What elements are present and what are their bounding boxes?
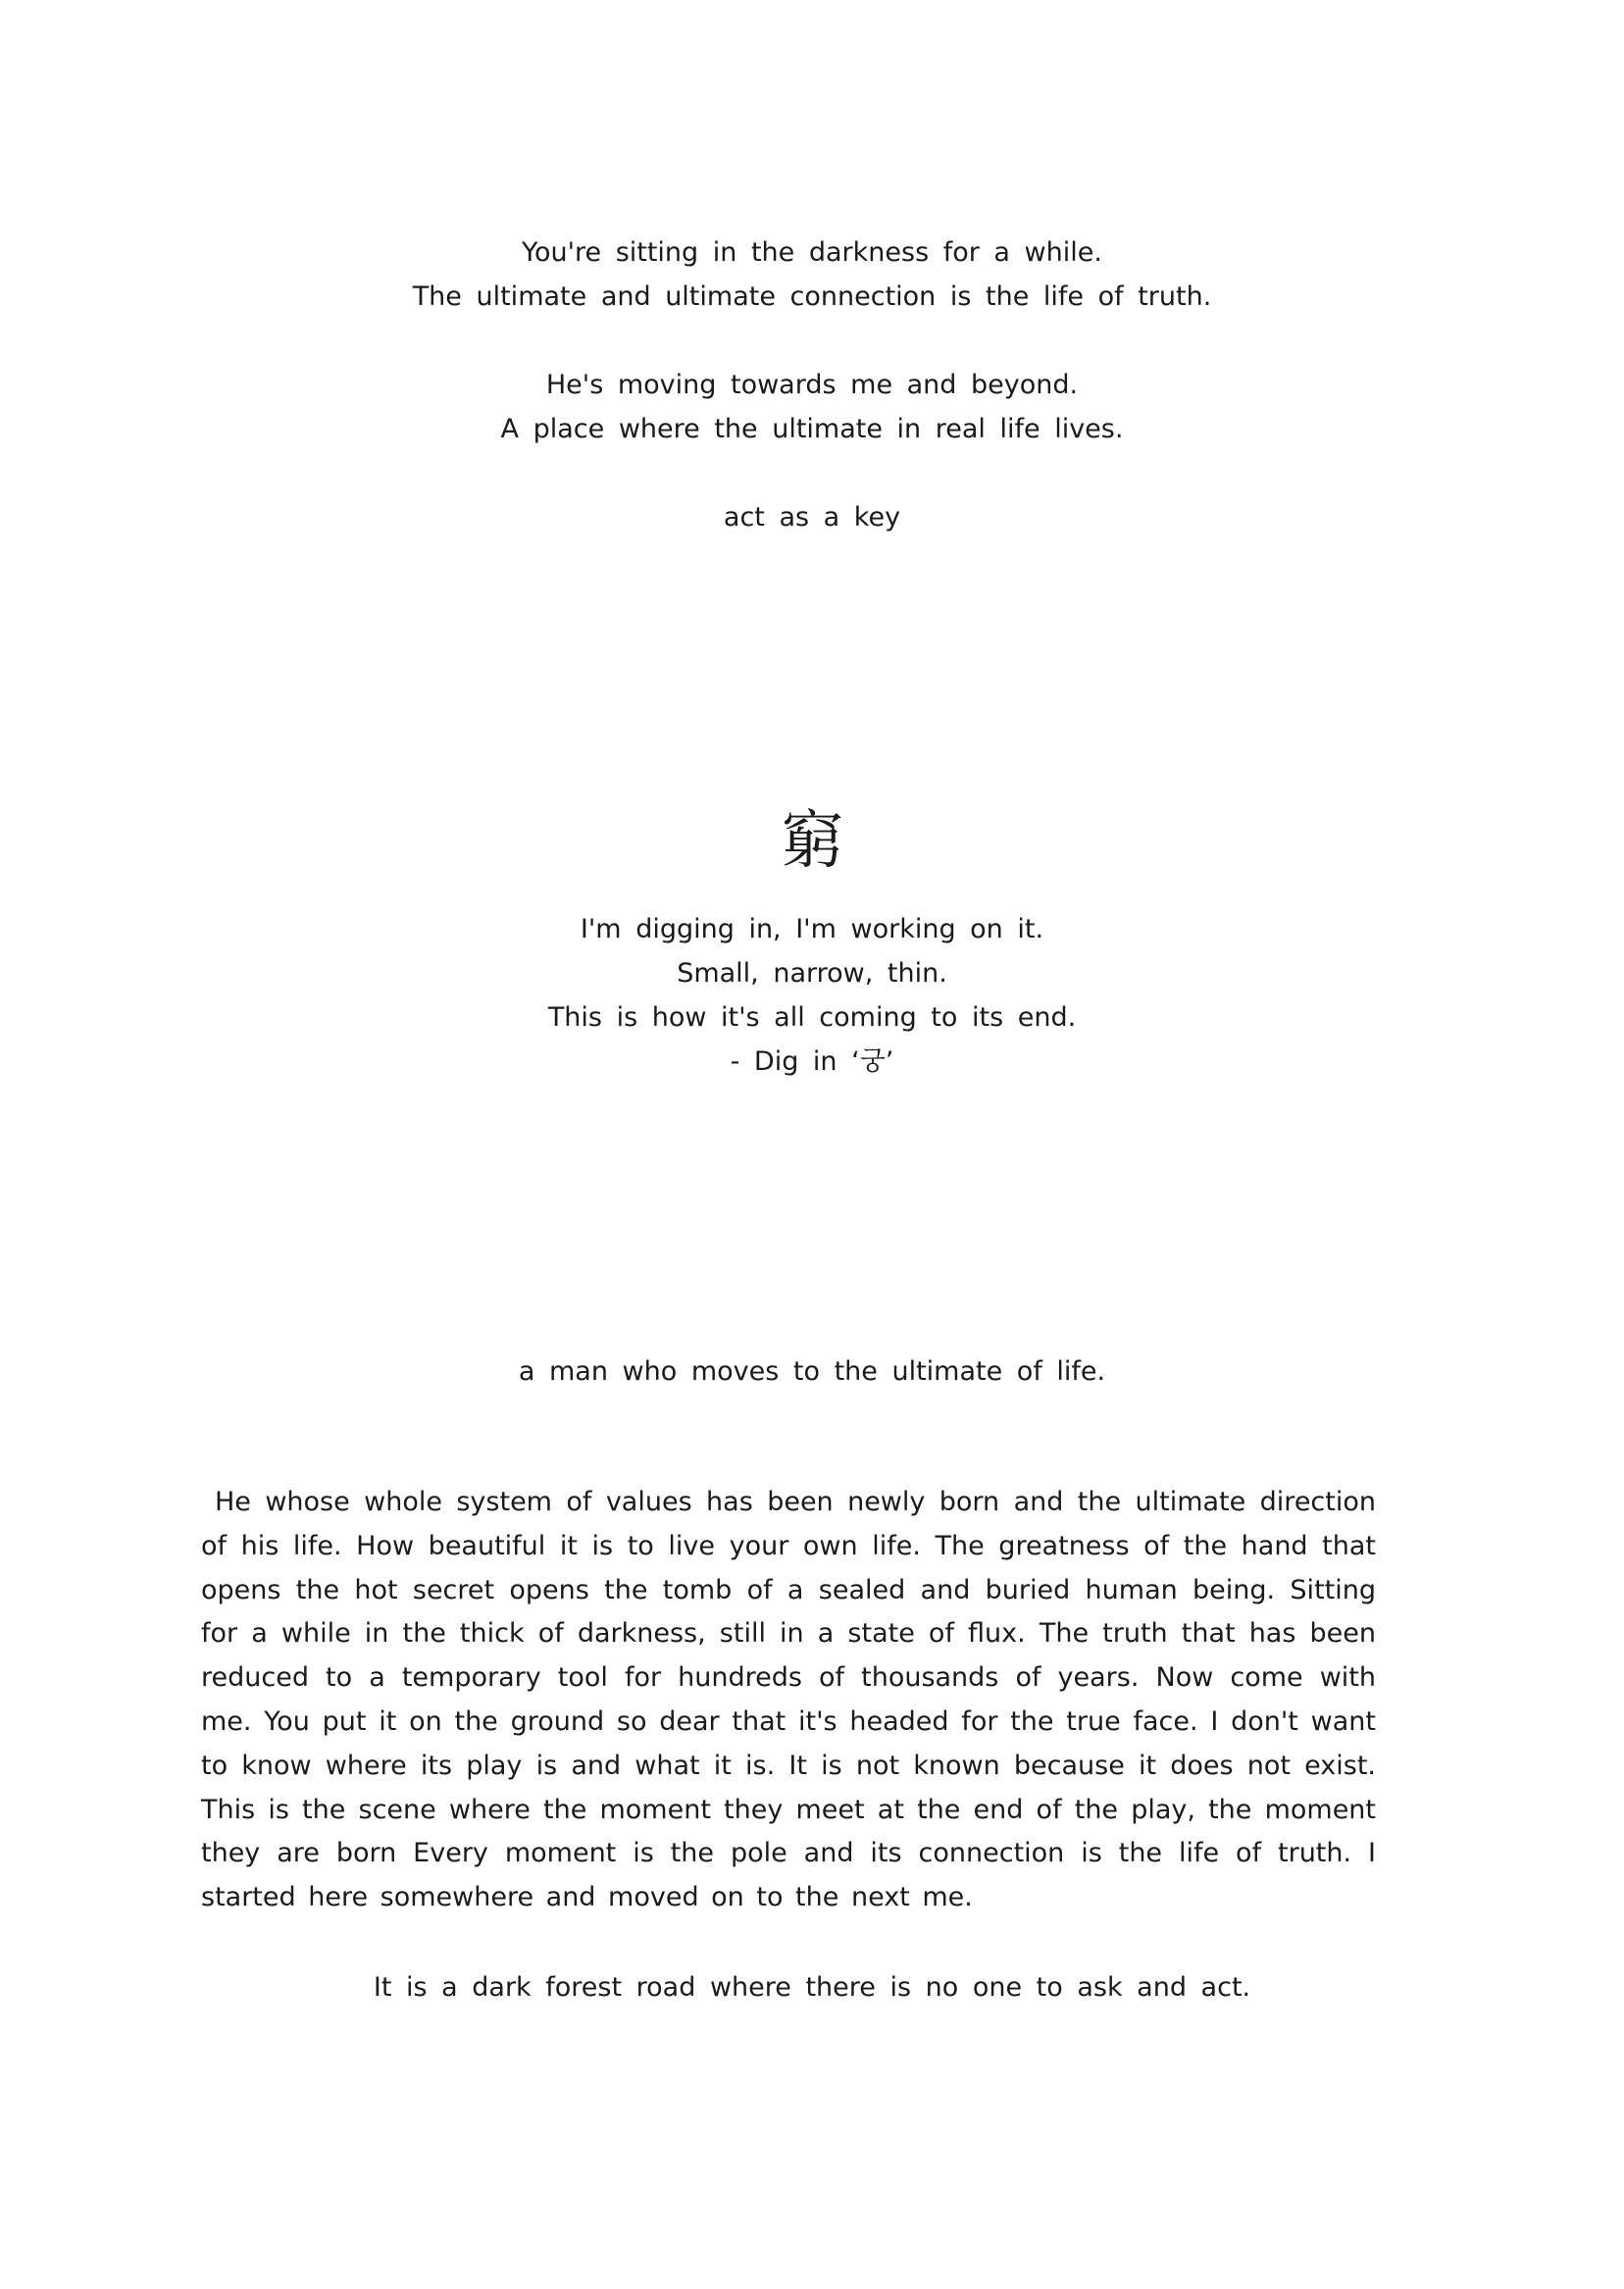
hanja-character: 窮 [781, 805, 843, 878]
closing-line: It is a dark forest road where there is no one to ask and act. [373, 1972, 1251, 2003]
verse-line-2: The ultimate and ultimate connection is the life of truth. [412, 281, 1212, 312]
poem-line-1: I'm digging in, I'm working on it. [580, 914, 1044, 944]
poem-line-3: This is how it's all coming to its end. [547, 1002, 1077, 1033]
verse-line-4: A place where the ultimate in real life lives. [500, 414, 1124, 444]
poem-attribution: - Dig in ‘궁’ [730, 1046, 894, 1077]
body-paragraph: He whose whole system of values has been newly born and the ultimate direction of his life. How beautiful it is to live your own life. The greatness of the hand that opens the hot secret opens the tomb of a sealed and buried human being. Sitting for a while in the thick of darkness, still in a state of flux. The truth that has been reduced to a temporary tool for hundreds of thousands of years. Now come with me. You put it on the ground so dear that it's headed for the true face. I don't want to know where its play is and what it is. It is not known because it does not exist. This is the scene where the moment they meet at the end of the play, the moment they are born Every moment is the pole and its connection is the life of truth. I started here somewhere and moved on to the next me. [201, 1487, 1376, 1913]
verse-line-5: act as a key [723, 502, 901, 533]
verse-line-3: He's moving towards me and beyond. [545, 370, 1079, 400]
verse-line-1: You're sitting in the darkness for a while. [522, 237, 1102, 268]
poem-line-2: Small, narrow, thin. [677, 958, 947, 989]
section-heading: a man who moves to the ultimate of life. [518, 1356, 1106, 1387]
